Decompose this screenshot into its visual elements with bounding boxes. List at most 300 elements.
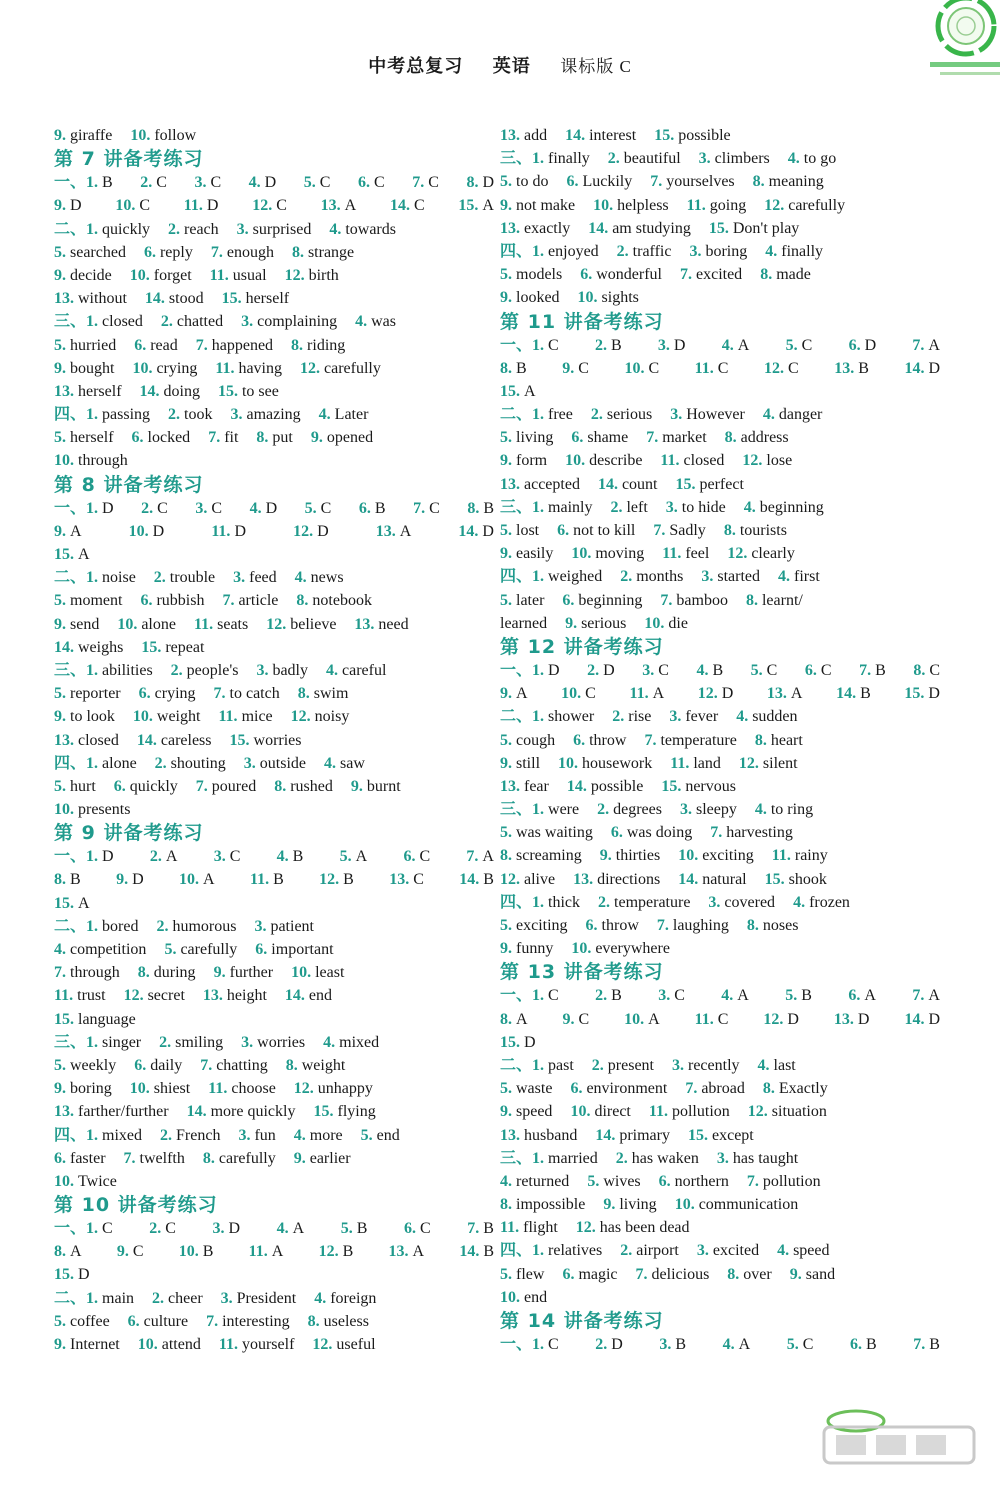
question-number: 14. bbox=[459, 1243, 484, 1261]
question-number: 7. bbox=[646, 429, 663, 447]
question-number: 10. bbox=[624, 359, 649, 377]
answer-item bbox=[644, 729, 736, 752]
answer-item bbox=[319, 868, 354, 891]
answer-item bbox=[206, 1310, 290, 1333]
question-number: 1. bbox=[86, 174, 103, 192]
part-marker: 二、 bbox=[500, 1056, 533, 1074]
question-number: 12. bbox=[290, 708, 315, 726]
question-number: 7. bbox=[912, 987, 929, 1005]
answer-line bbox=[54, 403, 494, 426]
answer-item bbox=[54, 1100, 169, 1123]
question-number: 13. bbox=[573, 870, 598, 888]
question-number: 5. bbox=[750, 661, 767, 679]
question-number: 10. bbox=[570, 1103, 595, 1121]
answer-item bbox=[54, 543, 90, 566]
answer-item bbox=[755, 798, 813, 821]
answer-text: learnt/ bbox=[761, 591, 803, 609]
answer-text: models bbox=[516, 266, 563, 284]
question-number: 2. bbox=[615, 1149, 632, 1167]
answer-item bbox=[458, 194, 494, 217]
answer-text: D bbox=[78, 1266, 90, 1284]
question-number: 8. bbox=[202, 1149, 219, 1167]
question-number: 5. bbox=[54, 1312, 70, 1330]
answer-item bbox=[117, 613, 176, 636]
answer-item bbox=[500, 659, 560, 682]
answer-text: B bbox=[801, 987, 812, 1005]
answer-text: husband bbox=[524, 1126, 578, 1144]
answer-text: weekly bbox=[70, 1056, 117, 1074]
answer-item bbox=[500, 1077, 552, 1100]
answer-item bbox=[570, 1100, 630, 1123]
answer-line bbox=[500, 473, 940, 496]
answer-item bbox=[600, 844, 660, 867]
answer-text: French bbox=[176, 1126, 221, 1144]
answer-text: abilities bbox=[102, 661, 153, 679]
answer-item bbox=[670, 403, 745, 426]
answer-item bbox=[54, 264, 112, 287]
answer-text: carefully bbox=[324, 359, 381, 377]
answer-text: made bbox=[776, 266, 811, 284]
answer-text: Luckily bbox=[582, 173, 633, 191]
answer-line bbox=[500, 868, 940, 891]
answer-item bbox=[117, 1240, 144, 1263]
answer-item bbox=[571, 426, 628, 449]
answer-text: earlier bbox=[309, 1149, 351, 1167]
question-number: 6. bbox=[255, 941, 272, 958]
answer-item bbox=[598, 473, 658, 496]
question-number: 3. bbox=[241, 1033, 258, 1051]
answer-item bbox=[124, 984, 185, 1007]
answer-text: beautiful bbox=[623, 150, 681, 168]
answer-line bbox=[500, 937, 940, 960]
answer-text: farther/further bbox=[78, 1103, 169, 1121]
question-number: 4. bbox=[294, 569, 311, 587]
answer-text: speed bbox=[793, 1242, 830, 1260]
answer-text: easily bbox=[516, 545, 554, 563]
answer-item bbox=[295, 566, 344, 589]
question-number: 2. bbox=[620, 1242, 637, 1260]
question-number: 8. bbox=[762, 1080, 779, 1098]
question-number: 1. bbox=[86, 313, 103, 331]
answer-item bbox=[588, 217, 691, 240]
answer-text: was bbox=[371, 313, 396, 331]
answer-text: lost bbox=[516, 522, 540, 539]
answer-text: height bbox=[226, 987, 267, 1005]
question-number: 2. bbox=[141, 499, 158, 517]
answer-text: shouting bbox=[170, 754, 226, 772]
answer-item bbox=[721, 984, 749, 1007]
answer-item bbox=[500, 798, 579, 821]
answer-item bbox=[168, 403, 212, 426]
answer-item bbox=[141, 636, 204, 659]
answer-text: D bbox=[864, 336, 877, 354]
answer-item bbox=[565, 612, 626, 635]
answer-line bbox=[500, 729, 940, 752]
answer-text: closed bbox=[102, 313, 143, 331]
answer-text: coffee bbox=[70, 1312, 110, 1330]
question-number: 1. bbox=[86, 1126, 103, 1144]
question-number: 7. bbox=[912, 336, 929, 354]
question-number: 14. bbox=[566, 777, 591, 795]
answer-item bbox=[458, 520, 494, 543]
question-number: 3. bbox=[689, 242, 706, 260]
answer-line bbox=[54, 961, 494, 984]
answer-item bbox=[787, 1333, 814, 1356]
answer-item bbox=[196, 775, 256, 798]
question-number: 8. bbox=[137, 964, 154, 982]
answer-line bbox=[54, 241, 494, 264]
answer-text: foreign bbox=[330, 1289, 377, 1307]
answer-line bbox=[54, 218, 494, 241]
answer-item bbox=[203, 1147, 276, 1170]
question-number: 3. bbox=[230, 406, 247, 424]
answer-item bbox=[164, 938, 237, 961]
answer-item bbox=[500, 286, 560, 309]
question-number: 9. bbox=[599, 847, 616, 865]
answer-text: swim bbox=[313, 685, 349, 703]
answer-text: B bbox=[483, 499, 494, 517]
question-number: 14. bbox=[389, 197, 414, 215]
answer-line bbox=[500, 1100, 940, 1123]
answer-item bbox=[296, 589, 372, 612]
answer-text: shiest bbox=[153, 1080, 191, 1098]
question-number: 11. bbox=[211, 522, 235, 540]
question-number: 12. bbox=[284, 266, 309, 284]
answer-text: fun bbox=[254, 1126, 276, 1144]
answer-text: learned bbox=[500, 614, 548, 632]
question-number: 3. bbox=[195, 499, 212, 517]
question-number: 6. bbox=[113, 777, 130, 795]
answer-item bbox=[834, 1008, 870, 1031]
answer-text: rise bbox=[628, 708, 652, 726]
answer-text: lose bbox=[766, 452, 793, 470]
answer-text: mixed bbox=[102, 1126, 143, 1144]
question-number: 3. bbox=[241, 313, 258, 331]
answer-text: carefully bbox=[218, 1149, 276, 1167]
answer-text: need bbox=[378, 615, 409, 633]
question-number: 2. bbox=[598, 893, 615, 911]
answer-text: secret bbox=[147, 987, 185, 1005]
question-number: 6. bbox=[848, 336, 865, 354]
answer-item bbox=[171, 659, 239, 682]
answer-item bbox=[658, 334, 686, 357]
question-number: 9. bbox=[350, 777, 367, 795]
answer-item bbox=[313, 1100, 375, 1123]
answer-text: outside bbox=[259, 754, 307, 772]
answer-item bbox=[54, 566, 136, 589]
question-number: 3. bbox=[696, 1242, 713, 1260]
answer-text: competition bbox=[70, 941, 147, 958]
answer-text: D bbox=[673, 336, 686, 354]
answer-item bbox=[727, 542, 795, 565]
question-number: 8. bbox=[746, 917, 763, 934]
question-number: 6. bbox=[131, 429, 148, 447]
answer-text: C bbox=[157, 499, 168, 517]
question-number: 12. bbox=[727, 545, 752, 563]
answer-item bbox=[218, 705, 272, 728]
answer-text: B bbox=[356, 1220, 368, 1238]
answer-text: C bbox=[429, 499, 440, 517]
question-number: 6. bbox=[580, 266, 597, 284]
answer-item bbox=[256, 659, 308, 682]
answer-item bbox=[150, 845, 178, 868]
question-number: 8. bbox=[285, 1056, 302, 1074]
answer-item bbox=[214, 845, 241, 868]
answer-text: land bbox=[693, 754, 721, 772]
answer-item bbox=[727, 1263, 771, 1286]
question-number: 11. bbox=[248, 1243, 272, 1261]
answer-text: market bbox=[662, 429, 707, 447]
question-number: 12. bbox=[742, 452, 767, 470]
answer-text: weight bbox=[301, 1056, 346, 1074]
answer-item bbox=[586, 914, 639, 937]
answer-text: burnt bbox=[366, 777, 401, 795]
answer-text: However bbox=[686, 406, 745, 424]
answer-text: daily bbox=[150, 1056, 183, 1074]
answer-item bbox=[54, 194, 82, 217]
answer-item bbox=[758, 1054, 796, 1077]
answer-item bbox=[566, 170, 632, 193]
question-number: 9. bbox=[500, 685, 516, 703]
answer-item bbox=[326, 659, 386, 682]
answer-text: saw bbox=[340, 754, 365, 772]
answer-text: A bbox=[648, 1010, 660, 1028]
answer-text: crying bbox=[156, 359, 198, 377]
answer-text: A bbox=[516, 1010, 528, 1028]
answer-line bbox=[54, 1217, 494, 1240]
answer-item bbox=[168, 218, 219, 241]
question-number: 13. bbox=[202, 987, 227, 1005]
answer-item bbox=[723, 1333, 751, 1356]
question-number: 9. bbox=[562, 359, 579, 377]
answer-item bbox=[912, 984, 940, 1007]
answer-text: B bbox=[483, 871, 494, 889]
answer-item bbox=[323, 1031, 379, 1054]
answer-line bbox=[54, 1263, 494, 1286]
answer-text: D bbox=[234, 522, 246, 540]
answer-text: herself bbox=[70, 429, 114, 447]
answer-text: cheer bbox=[168, 1289, 203, 1307]
answer-item bbox=[736, 705, 797, 728]
answer-line bbox=[500, 891, 940, 914]
answer-line bbox=[500, 1286, 940, 1309]
answer-text: to ring bbox=[770, 801, 814, 819]
answer-text: moving bbox=[595, 545, 645, 563]
answer-item bbox=[291, 334, 345, 357]
question-number: 5. bbox=[500, 731, 516, 749]
question-number: 7. bbox=[413, 499, 430, 517]
question-number: 6. bbox=[140, 592, 157, 610]
answer-text: C bbox=[156, 174, 167, 192]
question-number: 14. bbox=[565, 127, 590, 144]
answer-item bbox=[230, 403, 300, 426]
question-number: 2. bbox=[159, 1033, 176, 1051]
question-number: 14. bbox=[54, 638, 78, 656]
answer-line bbox=[54, 124, 494, 147]
answer-text: passing bbox=[102, 406, 151, 424]
answer-text: shame bbox=[587, 429, 629, 447]
answer-text: further bbox=[229, 964, 274, 982]
part-marker: 一、 bbox=[54, 174, 87, 192]
answer-item bbox=[140, 380, 200, 403]
answer-item bbox=[54, 403, 150, 426]
answer-item bbox=[859, 659, 886, 682]
question-number: 4. bbox=[757, 1056, 774, 1074]
answer-item bbox=[155, 752, 226, 775]
answer-text: C bbox=[929, 661, 940, 679]
question-number: 12. bbox=[500, 870, 524, 888]
answer-item bbox=[54, 729, 119, 752]
answer-item bbox=[562, 589, 642, 612]
question-number: 15. bbox=[458, 197, 483, 215]
answer-text: Sadly bbox=[669, 522, 706, 539]
answer-text: excited bbox=[712, 1242, 760, 1260]
question-number: 6. bbox=[658, 1172, 675, 1190]
answer-text: has taught bbox=[732, 1149, 799, 1167]
answer-item bbox=[54, 1263, 90, 1286]
answer-item bbox=[658, 984, 685, 1007]
question-number: 9. bbox=[500, 196, 516, 214]
answer-text: present bbox=[607, 1056, 654, 1074]
question-number: 11. bbox=[686, 196, 710, 214]
answer-item bbox=[763, 1008, 799, 1031]
question-number: 14. bbox=[136, 731, 161, 749]
question-number: 4. bbox=[325, 661, 342, 679]
answer-text: married bbox=[548, 1149, 598, 1167]
answer-text: bored bbox=[102, 917, 139, 935]
answer-line bbox=[54, 194, 494, 217]
answer-item bbox=[266, 613, 336, 636]
answer-item bbox=[644, 612, 688, 635]
answer-line bbox=[54, 892, 494, 915]
answer-text: C bbox=[548, 1336, 559, 1353]
answer-text: people's bbox=[186, 661, 239, 679]
answer-text: finally bbox=[548, 150, 590, 168]
answer-text: more bbox=[309, 1126, 343, 1144]
answer-text: A bbox=[928, 987, 940, 1005]
answer-text: locked bbox=[147, 429, 191, 447]
answer-item bbox=[141, 497, 168, 520]
answer-text: over bbox=[743, 1265, 772, 1283]
answer-item bbox=[786, 334, 813, 357]
answer-item bbox=[54, 613, 99, 636]
answer-item bbox=[314, 1287, 376, 1310]
answer-text: A bbox=[78, 546, 90, 563]
answer-item bbox=[329, 218, 396, 241]
answer-text: B bbox=[860, 685, 871, 703]
question-number: 7. bbox=[653, 522, 670, 539]
answer-line bbox=[54, 1170, 494, 1193]
answer-text: C bbox=[210, 174, 222, 192]
answer-item bbox=[54, 659, 153, 682]
answer-item bbox=[54, 1147, 106, 1170]
answer-line bbox=[500, 914, 940, 937]
answer-item bbox=[233, 566, 277, 589]
answer-item bbox=[351, 775, 401, 798]
answer-item bbox=[687, 194, 747, 217]
question-number: 4. bbox=[329, 220, 346, 238]
question-number: 5. bbox=[303, 174, 320, 192]
answer-text: C bbox=[132, 1243, 144, 1261]
question-number: 7. bbox=[660, 591, 677, 609]
answer-item bbox=[571, 937, 670, 960]
answer-item bbox=[689, 240, 747, 263]
question-number: 7. bbox=[222, 592, 239, 610]
answer-text: C bbox=[374, 174, 385, 192]
answer-text: enough bbox=[226, 243, 274, 261]
answer-line bbox=[500, 821, 940, 844]
question-number: 13. bbox=[388, 1243, 413, 1261]
question-number: 3. bbox=[233, 569, 250, 587]
answer-line bbox=[54, 1310, 494, 1333]
question-number: 7. bbox=[685, 1080, 702, 1098]
answer-text: heart bbox=[770, 731, 803, 749]
answer-text: danger bbox=[778, 406, 823, 424]
answer-text: B bbox=[273, 871, 284, 889]
answer-text: A bbox=[271, 1243, 284, 1261]
answer-text: beginning bbox=[759, 498, 824, 516]
answer-item bbox=[54, 124, 112, 147]
answer-item bbox=[680, 798, 737, 821]
question-number: 1. bbox=[532, 406, 549, 424]
answer-text: accepted bbox=[524, 475, 580, 493]
answer-item bbox=[500, 1193, 585, 1216]
answer-item bbox=[254, 915, 314, 938]
answer-text: throw bbox=[589, 731, 627, 749]
question-number: 5. bbox=[164, 941, 181, 958]
answer-item bbox=[187, 1100, 296, 1123]
answer-text: wonderful bbox=[596, 266, 662, 284]
question-number: 2. bbox=[616, 242, 633, 260]
question-number: 1. bbox=[86, 848, 103, 866]
section-heading: 第 14 讲备考练习 bbox=[500, 1310, 664, 1332]
answer-item bbox=[237, 218, 312, 241]
part-marker: 四、 bbox=[54, 754, 87, 772]
question-number: 12. bbox=[738, 754, 763, 772]
question-number: 13. bbox=[54, 731, 78, 749]
question-number: 1. bbox=[532, 1242, 549, 1260]
answer-text: interest bbox=[589, 127, 637, 144]
answer-item bbox=[904, 682, 940, 705]
question-number: 14. bbox=[597, 475, 622, 493]
answer-text: D bbox=[228, 1220, 241, 1238]
answer-text: D bbox=[102, 848, 114, 866]
answer-item bbox=[500, 565, 602, 588]
answer-line bbox=[54, 520, 494, 543]
answer-text: A bbox=[928, 336, 940, 354]
part-marker: 一、 bbox=[500, 1336, 533, 1353]
answer-text: nervous bbox=[685, 777, 736, 795]
question-number: 10. bbox=[561, 685, 586, 703]
question-number: 13. bbox=[54, 290, 78, 308]
answer-text: rainy bbox=[794, 847, 828, 865]
question-number: 6. bbox=[143, 243, 160, 261]
answer-line bbox=[500, 519, 940, 542]
answer-text: recently bbox=[688, 1056, 740, 1074]
answer-text: funny bbox=[516, 940, 554, 958]
question-number: 11. bbox=[648, 1103, 672, 1121]
question-number: 12. bbox=[300, 359, 324, 377]
answer-item bbox=[500, 1008, 528, 1031]
answer-item bbox=[139, 682, 196, 705]
question-number: 13. bbox=[500, 127, 524, 144]
answer-item bbox=[580, 263, 662, 286]
answer-item bbox=[214, 961, 274, 984]
answer-item bbox=[54, 775, 96, 798]
answer-item bbox=[134, 1054, 182, 1077]
answer-text: boring bbox=[705, 242, 748, 260]
part-marker: 四、 bbox=[500, 893, 533, 911]
